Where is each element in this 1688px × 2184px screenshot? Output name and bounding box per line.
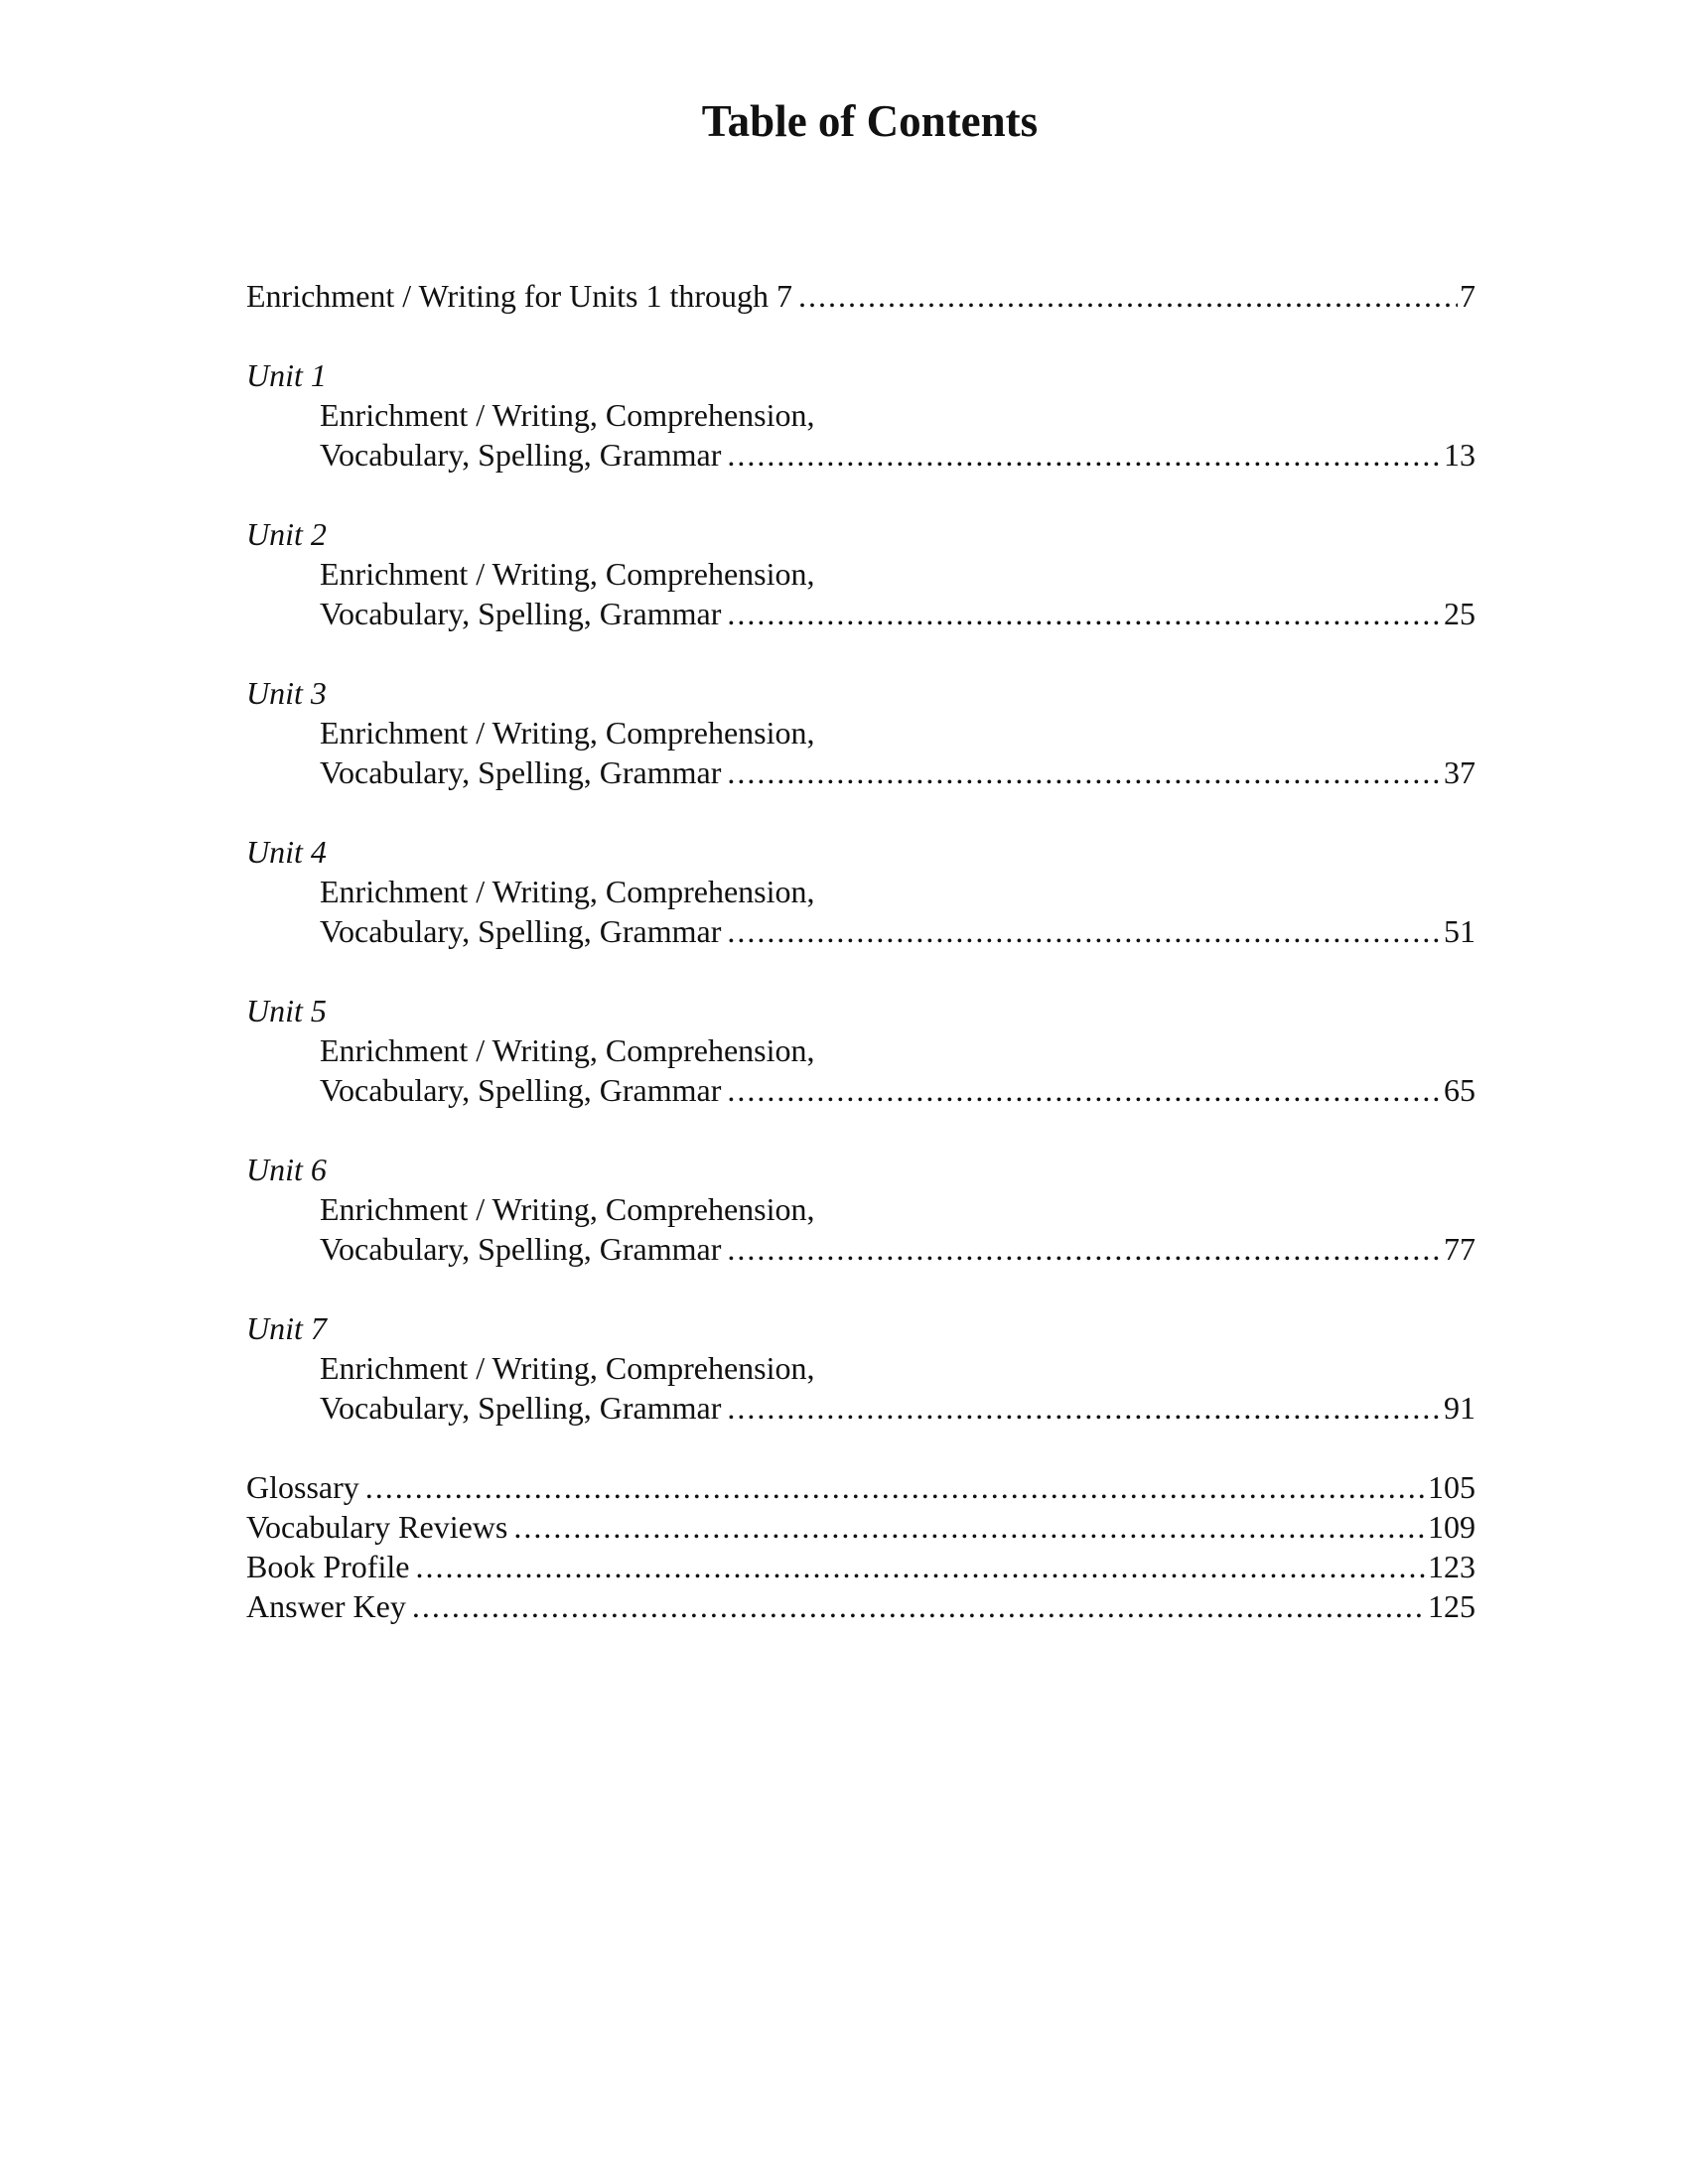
toc-entry-page: 91: [1444, 1390, 1476, 1426]
unit-description-line: Enrichment / Writing, Comprehension,: [320, 397, 815, 433]
dot-leader: [513, 1507, 1426, 1547]
dot-leader: [727, 911, 1442, 951]
toc-unit-2: [246, 514, 1476, 633]
dot-leader: [727, 1388, 1442, 1428]
unit-title: Unit 4: [246, 834, 327, 870]
dot-leader: [415, 1547, 1426, 1586]
toc-unit-7: [246, 1308, 1476, 1428]
toc-entry-label: Answer Key: [246, 1588, 406, 1624]
toc-entry-label: Vocabulary, Spelling, Grammar: [320, 437, 722, 473]
toc-entry-label: Vocabulary, Spelling, Grammar: [320, 1072, 722, 1108]
toc-entry-page: 37: [1444, 754, 1476, 790]
toc-unit-1: [246, 355, 1476, 475]
unit-description-line: Enrichment / Writing, Comprehension,: [320, 874, 815, 909]
unit-title: Unit 7: [246, 1310, 327, 1346]
toc-entry-label: Vocabulary, Spelling, Grammar: [320, 913, 722, 949]
unit-entry-line: [246, 911, 1476, 951]
toc-entry-page: 51: [1444, 913, 1476, 949]
dot-leader: [412, 1586, 1426, 1626]
unit-entry-line: [246, 1070, 1476, 1110]
toc-entry-label: Vocabulary Reviews: [246, 1509, 508, 1545]
toc-appendix-entries: [246, 1467, 1476, 1626]
toc-entry-page: 105: [1428, 1469, 1476, 1505]
unit-description-line: Enrichment / Writing, Comprehension,: [320, 1032, 815, 1068]
toc-entry-page: 125: [1428, 1588, 1476, 1624]
unit-entry-line: [246, 752, 1476, 792]
unit-title: Unit 6: [246, 1152, 327, 1187]
dot-leader: [727, 594, 1442, 633]
toc-entry-intro: [246, 276, 1476, 316]
unit-title: Unit 5: [246, 993, 327, 1028]
dot-leader: [727, 752, 1442, 792]
unit-entry-line: [246, 594, 1476, 633]
toc-unit-3: [246, 673, 1476, 792]
unit-title: Unit 1: [246, 357, 327, 393]
unit-description-line: Enrichment / Writing, Comprehension,: [320, 1350, 815, 1386]
unit-description-line: Enrichment / Writing, Comprehension,: [320, 715, 815, 751]
toc-unit-4: [246, 832, 1476, 951]
toc-entry-page: 7: [1460, 278, 1476, 314]
toc-entry-vocabulary-reviews: [246, 1507, 1476, 1547]
toc-entry-label: Enrichment / Writing for Units 1 through 7: [246, 278, 793, 314]
table-of-contents: [246, 276, 1476, 1626]
dot-leader: [727, 1070, 1442, 1110]
unit-title: Unit 3: [246, 675, 327, 711]
unit-entry-line: [246, 1229, 1476, 1269]
dot-leader: [727, 1229, 1442, 1269]
toc-entry-label: Book Profile: [246, 1549, 410, 1584]
toc-entry-answer-key: [246, 1586, 1476, 1626]
unit-description-line: Enrichment / Writing, Comprehension,: [320, 1191, 815, 1227]
toc-unit-6: [246, 1150, 1476, 1269]
toc-entry-book-profile: [246, 1547, 1476, 1586]
toc-entry-page: 65: [1444, 1072, 1476, 1108]
toc-entry-page: 13: [1444, 437, 1476, 473]
toc-entry-page: 25: [1444, 596, 1476, 631]
unit-description-line: Enrichment / Writing, Comprehension,: [320, 556, 815, 592]
toc-entry-label: Glossary: [246, 1469, 359, 1505]
toc-entry-label: Vocabulary, Spelling, Grammar: [320, 754, 722, 790]
unit-entry-line: [246, 435, 1476, 475]
toc-entry-label: Vocabulary, Spelling, Grammar: [320, 1390, 722, 1426]
toc-entry-page: 77: [1444, 1231, 1476, 1267]
toc-unit-5: [246, 991, 1476, 1110]
page-title: Table of Contents: [701, 96, 1039, 146]
dot-leader: [727, 435, 1442, 475]
dot-leader: [365, 1467, 1426, 1507]
dot-leader: [798, 276, 1458, 316]
toc-entry-label: Vocabulary, Spelling, Grammar: [320, 596, 722, 631]
toc-entry-label: Vocabulary, Spelling, Grammar: [320, 1231, 722, 1267]
toc-entry-glossary: [246, 1467, 1476, 1507]
unit-entry-line: [246, 1388, 1476, 1428]
toc-entry-page: 109: [1428, 1509, 1476, 1545]
toc-entry-page: 123: [1428, 1549, 1476, 1584]
unit-title: Unit 2: [246, 516, 327, 552]
